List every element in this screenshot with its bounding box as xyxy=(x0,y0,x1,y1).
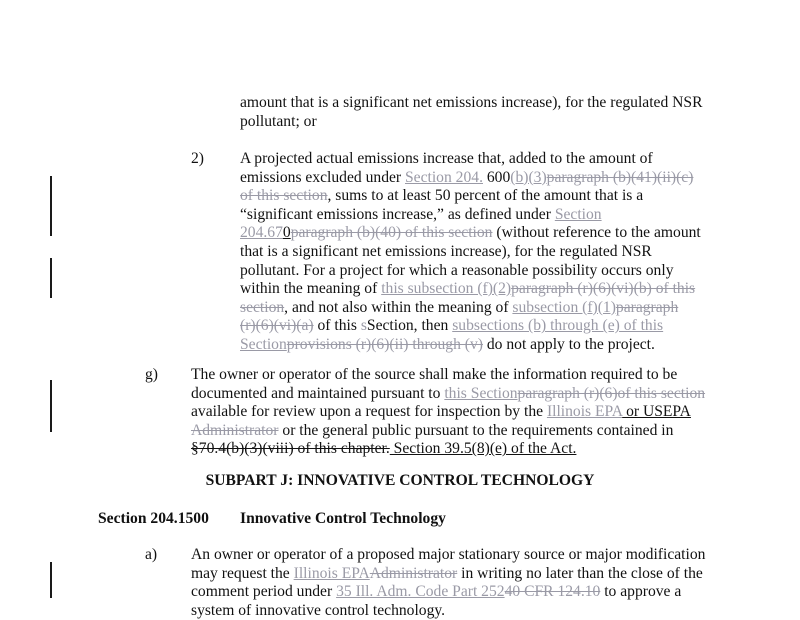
text-line: comment period under 35 Ill. Adm. Code Part 25240 CFR 124.10 to approve a xyxy=(191,583,682,601)
revision-bar xyxy=(50,176,52,236)
revision-bar xyxy=(50,380,52,432)
revision-bar xyxy=(50,562,52,598)
item-letter: g) xyxy=(145,366,158,383)
item-letter: a) xyxy=(145,546,158,563)
text-line: pollutant. For a project for which a reasonable possibility occurs only xyxy=(240,261,674,279)
text-line: “significant emissions increase,” as defined under Section xyxy=(240,205,602,223)
text-line: amount that is a significant net emissions increase), for the regulated NSR xyxy=(240,94,703,111)
text-line: A projected actual emissions increase that, added to the amount of xyxy=(240,150,653,167)
text-line: An owner or operator of a proposed major stationary source or major modification xyxy=(191,546,706,563)
item-a-text xyxy=(191,546,705,620)
text-line: available for review upon a request for inspection by the Illinois EPA or USEPA xyxy=(191,403,691,421)
text-line: pollutant; or xyxy=(240,112,317,130)
item-2-text xyxy=(240,150,701,355)
subpart-heading: SUBPART J: INNOVATIVE CONTROL TECHNOLOGY xyxy=(205,472,595,489)
paragraph-continuation xyxy=(240,94,703,131)
text-line: §70.4(b)(3)(viii) of this chapter. Section 39.5(8)(e) of the Act. xyxy=(191,440,577,458)
item-g-text xyxy=(191,366,705,459)
text-line: that is a significant net emissions increase), for the regulated NSR xyxy=(240,242,652,260)
text-line: Sectionprovisions (r)(6)(ii) through (v) do not apply to the project. xyxy=(240,335,655,353)
text-line: within the meaning of this subsection (f)(2)paragraph (r)(6)(vi)(b) of this xyxy=(240,280,696,298)
text-line: may request the Illinois EPAAdministrator in writing no later than the close of the xyxy=(191,564,703,582)
text-line: emissions excluded under Section 204. 600(b)(3)paragraph (b)(41)(ii)(c) xyxy=(240,168,694,186)
section-title: Innovative Control Technology xyxy=(240,510,446,527)
text-line: section, and not also within the meaning of subsection (f)(1)paragraph xyxy=(240,298,679,316)
text-line: documented and maintained pursuant to this Sectionparagraph (r)(6)of this section xyxy=(191,384,706,402)
revision-bar xyxy=(50,258,52,298)
text-line: 204.670paragraph (b)(40) of this section (without reference to the amount xyxy=(240,224,701,242)
item-number: 2) xyxy=(191,150,204,167)
text-line: (r)(6)(vi)(a) of this sSection, then subsections (b) through (e) of this xyxy=(240,317,664,335)
section-number: Section 204.1500 xyxy=(98,510,209,527)
text-line: of this section, sums to at least 50 percent of the amount that is a xyxy=(240,187,644,205)
text-line: system of innovative control technology. xyxy=(191,601,446,619)
text-line: Administrator or the general public pursuant to the requirements contained in xyxy=(191,421,674,439)
text-line: The owner or operator of the source shall make the information required to be xyxy=(191,366,678,383)
